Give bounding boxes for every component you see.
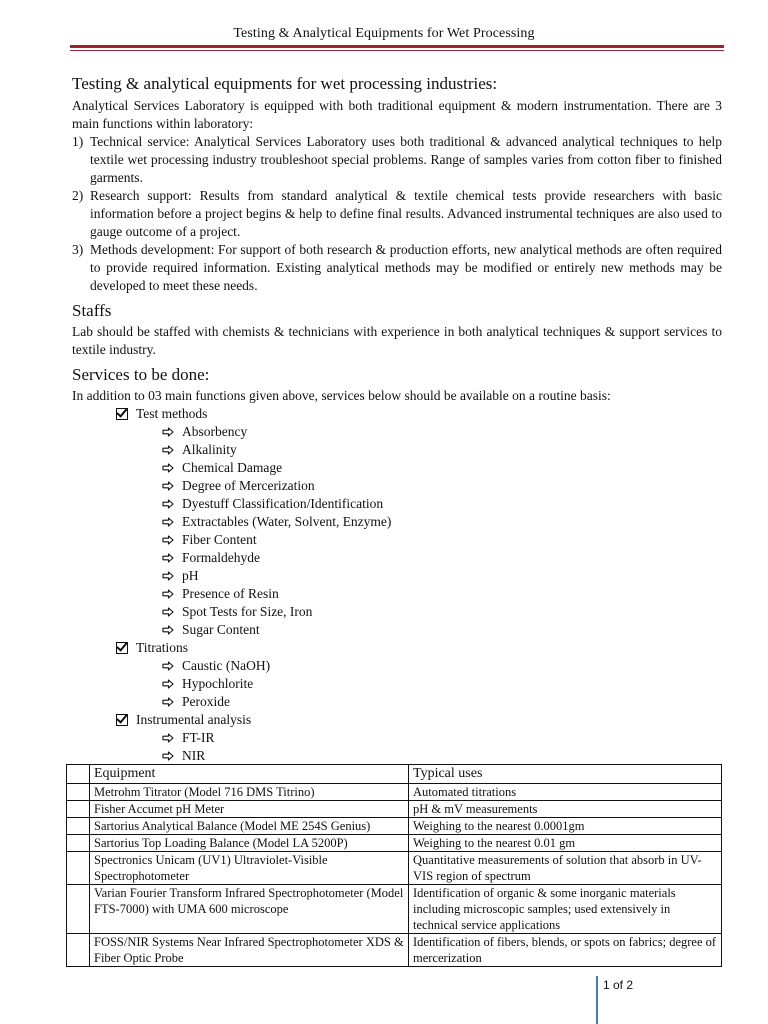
table-cell-equipment: Sartorius Top Loading Balance (Model LA 5200P)	[90, 835, 409, 852]
arrow-right-icon	[162, 535, 174, 545]
service-group-heading	[116, 711, 722, 729]
table-cell-equipment: FOSS/NIR Systems Near Infrared Spectrophotometer XDS & Fiber Optic Probe	[90, 934, 409, 967]
table-cell-uses: pH & mV measurements	[409, 801, 722, 818]
table-cell-blank	[67, 818, 90, 835]
table-body	[67, 784, 722, 967]
service-item-label: pH	[182, 568, 199, 583]
service-group-label: Instrumental analysis	[136, 712, 252, 727]
service-item-label: Chemical Damage	[182, 460, 283, 475]
service-item	[162, 621, 722, 639]
page-number: 1 of 2	[603, 978, 634, 992]
table-header-row	[67, 765, 722, 784]
arrow-right-icon	[162, 499, 174, 509]
table-cell-equipment: Fisher Accumet pH Meter	[90, 801, 409, 818]
table-cell-blank	[67, 885, 90, 934]
services-groups	[72, 405, 722, 765]
arrow-right-icon	[162, 589, 174, 599]
main-content	[72, 74, 722, 765]
table-row	[67, 784, 722, 801]
table-cell-uses: Identification of organic & some inorganic materials including microscopic samples; used extensively in technical service applications	[409, 885, 722, 934]
service-item	[162, 603, 722, 621]
service-item	[162, 549, 722, 567]
service-item-list	[116, 657, 722, 711]
table-row	[67, 852, 722, 885]
function-item	[72, 133, 722, 187]
service-item	[162, 441, 722, 459]
function-number: 1)	[72, 134, 84, 149]
service-item	[162, 567, 722, 585]
arrow-right-icon	[162, 751, 174, 761]
header-rule-thin	[70, 50, 724, 51]
table-cell-equipment: Spectronics Unicam (UV1) Ultraviolet-Visible Spectrophotometer	[90, 852, 409, 885]
arrow-right-icon	[162, 481, 174, 491]
table-row	[67, 801, 722, 818]
arrow-right-icon	[162, 679, 174, 689]
service-item-label: Presence of Resin	[182, 586, 279, 601]
function-text: For support of both research & production efforts, new analytical methods are often required to provide required information. Existing analytical methods may be modified or entirely new methods may be developed to meet these needs.	[90, 242, 722, 293]
intro-paragraph: Analytical Services Laboratory is equipped with both traditional equipment & modern instrumentation. There are 3 main functions within laboratory:	[72, 98, 722, 131]
function-number: 2)	[72, 188, 84, 203]
checked-box-icon	[116, 714, 128, 726]
table-cell-blank	[67, 801, 90, 818]
service-item-label: Fiber Content	[182, 532, 257, 547]
service-item	[162, 531, 722, 549]
table-row	[67, 835, 722, 852]
service-item-label: Extractables (Water, Solvent, Enzyme)	[182, 514, 392, 529]
service-group	[116, 639, 722, 711]
service-item-label: Caustic (NaOH)	[182, 658, 271, 673]
table-cell-uses: Automated titrations	[409, 784, 722, 801]
service-item	[162, 675, 722, 693]
service-group-heading	[116, 405, 722, 423]
arrow-right-icon	[162, 571, 174, 581]
service-item-label: Spot Tests for Size, Iron	[182, 604, 313, 619]
service-item-label: NIR	[182, 748, 206, 763]
table-cell-equipment: Varian Fourier Transform Infrared Spectrophotometer (Model FTS-7000) with UMA 600 microscope	[90, 885, 409, 934]
service-item	[162, 495, 722, 513]
table-cell-uses: Identification of fibers, blends, or spots on fabrics; degree of mercerization	[409, 934, 722, 967]
service-item-list	[116, 423, 722, 639]
service-item	[162, 459, 722, 477]
service-item	[162, 477, 722, 495]
table-cell-uses: Weighing to the nearest 0.01 gm	[409, 835, 722, 852]
function-number: 3)	[72, 242, 84, 257]
service-item	[162, 513, 722, 531]
running-header: Testing & Analytical Equipments for Wet Processing	[233, 26, 535, 41]
header-rule	[70, 45, 724, 48]
table-cell-uses: Weighing to the nearest 0.0001gm	[409, 818, 722, 835]
staffs-heading: Staffs	[72, 301, 112, 320]
service-item	[162, 423, 722, 441]
table-header-uses: Typical uses	[409, 765, 722, 784]
arrow-right-icon	[162, 607, 174, 617]
table-cell-blank	[67, 784, 90, 801]
function-term: Technical service:	[90, 134, 190, 149]
service-item-label: Peroxide	[182, 694, 230, 709]
arrow-right-icon	[162, 427, 174, 437]
table-cell-blank	[67, 934, 90, 967]
function-text: Results from standard analytical & textile chemical tests provide researchers with basic information before a project begins & help to define final results. Advanced instrumental techniques are also used to gauge outcome of a project.	[90, 188, 722, 239]
service-item-label: Alkalinity	[182, 442, 237, 457]
arrow-right-icon	[162, 445, 174, 455]
arrow-right-icon	[162, 661, 174, 671]
function-term: Methods development:	[90, 242, 215, 257]
service-group	[116, 405, 722, 639]
service-item	[162, 693, 722, 711]
service-item-label: Degree of Mercerization	[182, 478, 315, 493]
service-group-label: Test methods	[136, 406, 208, 421]
services-heading: Services to be done:	[72, 365, 210, 384]
service-group	[116, 711, 722, 765]
arrow-right-icon	[162, 517, 174, 527]
service-item-label: Hypochlorite	[182, 676, 254, 691]
service-item	[162, 729, 722, 747]
arrow-right-icon	[162, 463, 174, 473]
services-paragraph: In addition to 03 main functions given above, services below should be available on a routine basis:	[72, 388, 611, 403]
checked-box-icon	[116, 642, 128, 654]
service-item-label: Sugar Content	[182, 622, 260, 637]
table-cell-uses: Quantitative measurements of solution that absorb in UV-VIS region of spectrum	[409, 852, 722, 885]
arrow-right-icon	[162, 553, 174, 563]
service-item	[162, 747, 722, 765]
service-item	[162, 657, 722, 675]
service-group-label: Titrations	[136, 640, 189, 655]
function-item	[72, 187, 722, 241]
checked-box-icon	[116, 408, 128, 420]
staffs-paragraph: Lab should be staffed with chemists & technicians with experience in both analytical techniques & support services to textile industry.	[72, 324, 722, 357]
service-item	[162, 585, 722, 603]
table-header-blank	[67, 765, 90, 784]
table-row	[67, 934, 722, 967]
functions-list	[72, 133, 722, 295]
service-item-list	[116, 729, 722, 765]
arrow-right-icon	[162, 625, 174, 635]
table-row	[67, 885, 722, 934]
arrow-right-icon	[162, 697, 174, 707]
table-cell-equipment: Metrohm Titrator (Model 716 DMS Titrino)	[90, 784, 409, 801]
service-item-label: Dyestuff Classification/Identification	[182, 496, 384, 511]
table-row	[67, 818, 722, 835]
function-text: Analytical Services Laboratory uses both traditional & advanced analytical techniques to help textile wet processing industry troubleshoot special problems. Range of samples varies from cotton fiber to finished garments.	[90, 134, 722, 185]
table-cell-equipment: Sartorius Analytical Balance (Model ME 254S Genius)	[90, 818, 409, 835]
page-number-rule	[596, 976, 598, 1024]
table-header-equipment: Equipment	[90, 765, 409, 784]
function-item	[72, 241, 722, 295]
equipment-table	[66, 764, 722, 967]
arrow-right-icon	[162, 733, 174, 743]
service-group-heading	[116, 639, 722, 657]
service-item-label: Absorbency	[182, 424, 248, 439]
function-term: Research support:	[90, 188, 192, 203]
intro-heading: Testing & analytical equipments for wet processing industries:	[72, 74, 498, 93]
service-item-label: Formaldehyde	[182, 550, 260, 565]
table-cell-blank	[67, 852, 90, 885]
table-cell-blank	[67, 835, 90, 852]
service-item-label: FT-IR	[182, 730, 215, 745]
